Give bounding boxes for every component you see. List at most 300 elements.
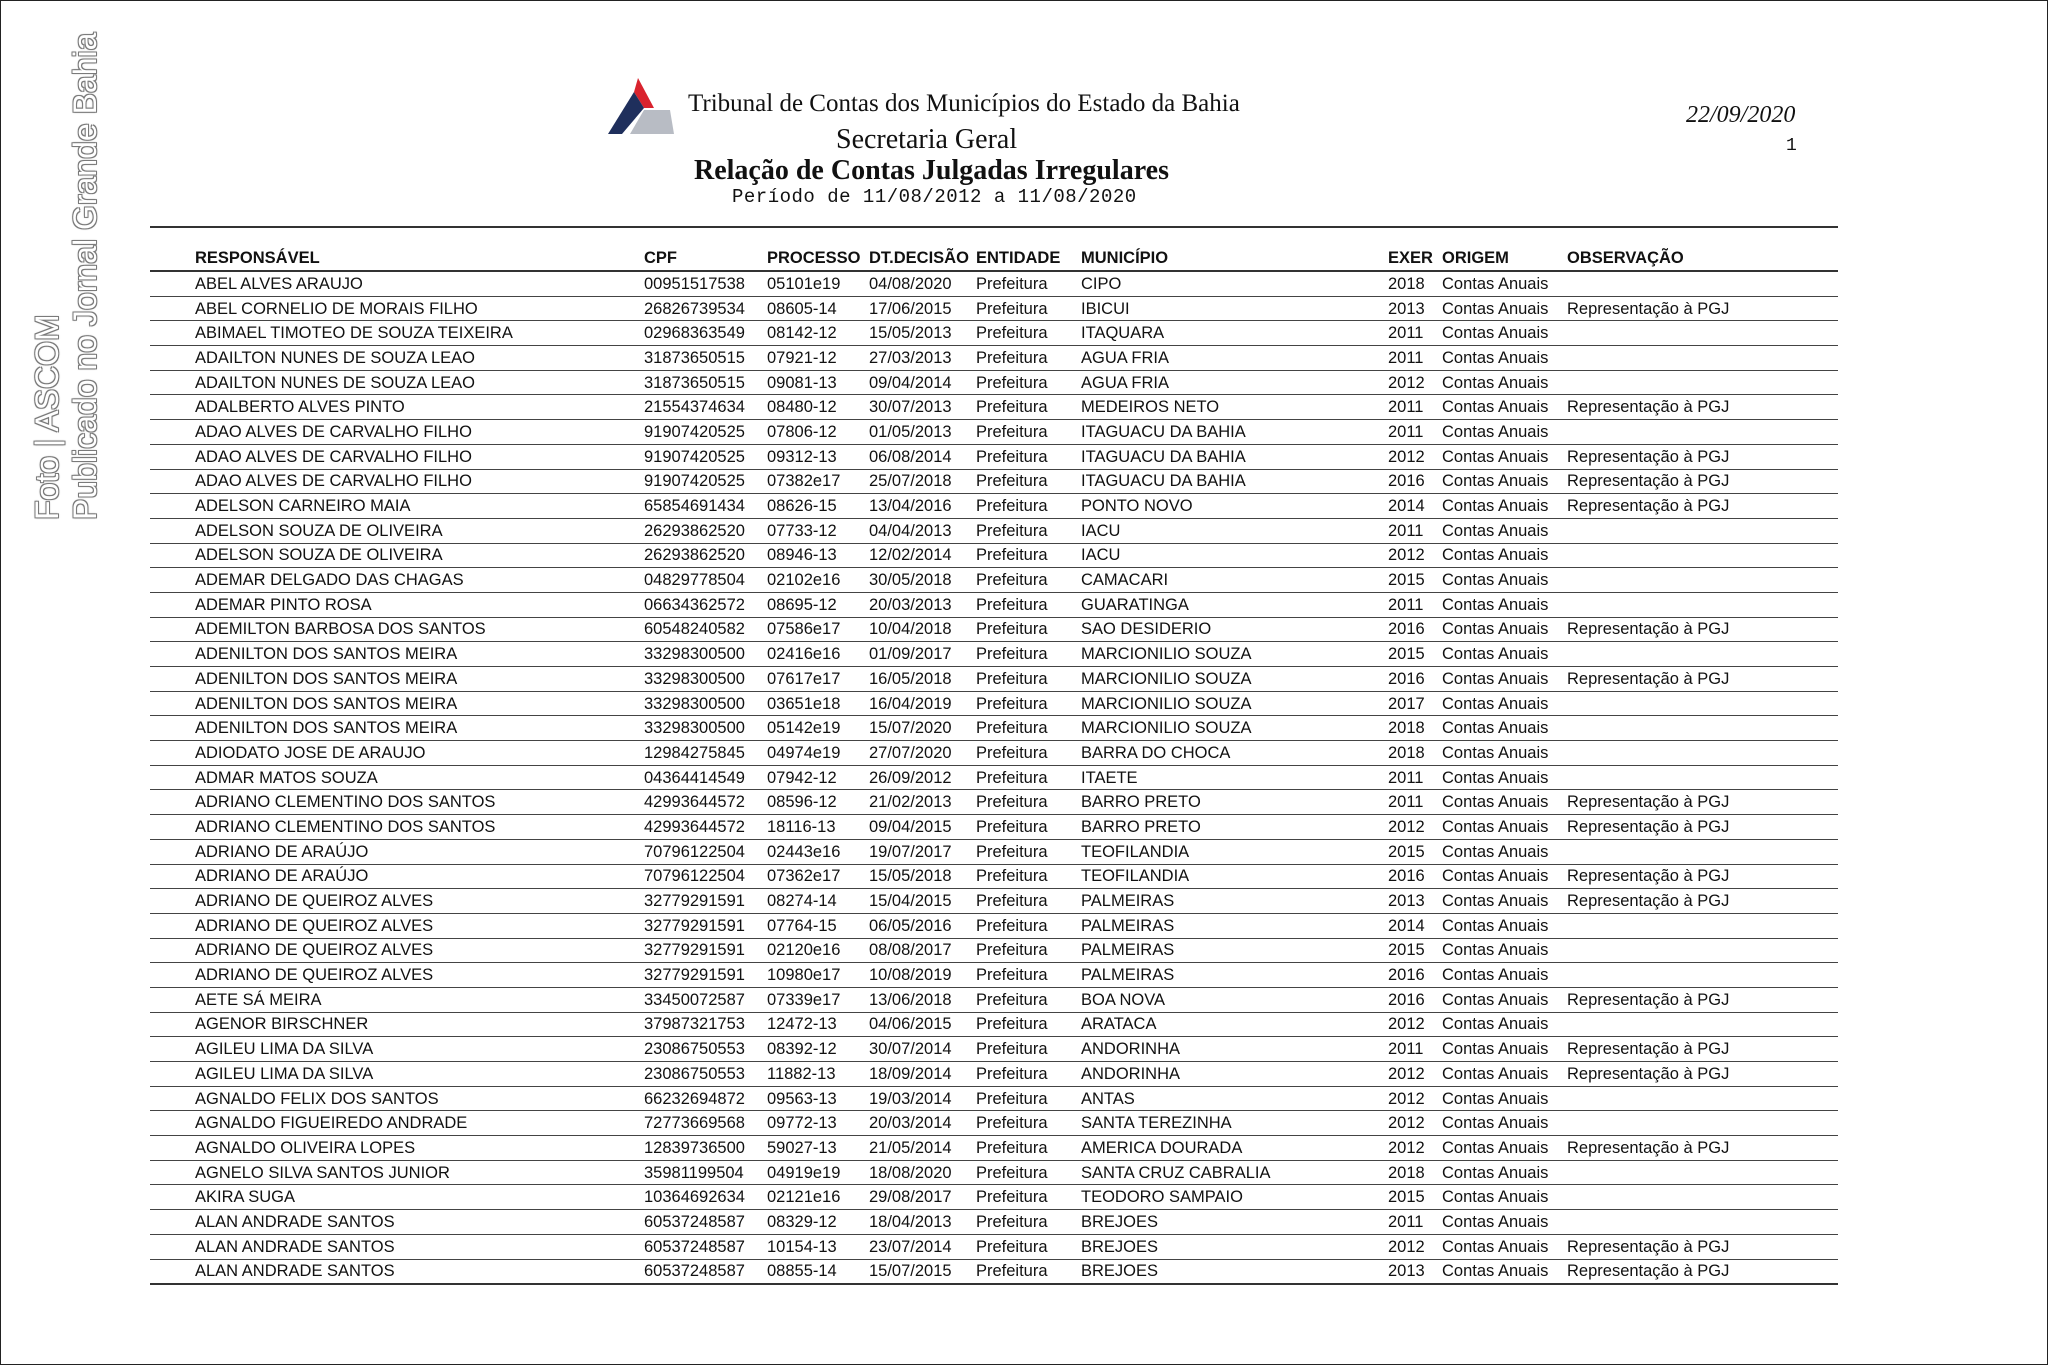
exer-cell: 2012 <box>1388 1136 1442 1161</box>
origem-cell: Contas Anuais <box>1442 1160 1567 1185</box>
municipio-cell: BARRO PRETO <box>1081 790 1388 815</box>
entidade-cell: Prefeitura <box>976 346 1081 371</box>
cpf-cell: 72773669568 <box>644 1111 767 1136</box>
municipio-cell: BREJOES <box>1081 1210 1388 1235</box>
entidade-cell: Prefeitura <box>976 592 1081 617</box>
exer-cell: 2012 <box>1388 1062 1442 1087</box>
dt-decisao-cell: 30/07/2013 <box>869 395 976 420</box>
processo-cell: 08480-12 <box>767 395 869 420</box>
origem-cell: Contas Anuais <box>1442 1037 1567 1062</box>
origem-cell: Contas Anuais <box>1442 592 1567 617</box>
column-header-entidade: ENTIDADE <box>976 246 1081 271</box>
cpf-cell: 32779291591 <box>644 913 767 938</box>
responsavel-cell: ADRIANO DE ARAÚJO <box>150 839 644 864</box>
origem-cell: Contas Anuais <box>1442 518 1567 543</box>
observacao-cell: Representação à PGJ <box>1567 395 1838 420</box>
dt-decisao-cell: 17/06/2015 <box>869 296 976 321</box>
exer-cell: 2018 <box>1388 271 1442 296</box>
dt-decisao-cell: 04/06/2015 <box>869 1012 976 1037</box>
origem-cell: Contas Anuais <box>1442 864 1567 889</box>
column-header-processo: PROCESSO <box>767 246 869 271</box>
exer-cell: 2011 <box>1388 790 1442 815</box>
observacao-cell: Representação à PGJ <box>1567 1037 1838 1062</box>
exer-cell: 2011 <box>1388 765 1442 790</box>
dt-decisao-cell: 10/04/2018 <box>869 617 976 642</box>
observacao-cell <box>1567 716 1838 741</box>
origem-cell: Contas Anuais <box>1442 765 1567 790</box>
responsavel-cell: ALAN ANDRADE SANTOS <box>150 1259 644 1284</box>
observacao-cell <box>1567 691 1838 716</box>
origem-cell: Contas Anuais <box>1442 296 1567 321</box>
responsavel-cell: ADAO ALVES DE CARVALHO FILHO <box>150 420 644 445</box>
responsavel-cell: ALAN ANDRADE SANTOS <box>150 1210 644 1235</box>
dt-decisao-cell: 04/04/2013 <box>869 518 976 543</box>
exer-cell: 2013 <box>1388 296 1442 321</box>
responsavel-cell: AGNALDO FELIX DOS SANTOS <box>150 1086 644 1111</box>
table-row <box>150 271 1838 296</box>
observacao-cell <box>1567 963 1838 988</box>
dt-decisao-cell: 21/05/2014 <box>869 1136 976 1161</box>
origem-cell: Contas Anuais <box>1442 1086 1567 1111</box>
municipio-cell: TEODORO SAMPAIO <box>1081 1185 1388 1210</box>
processo-cell: 07586e17 <box>767 617 869 642</box>
column-header-origem: ORIGEM <box>1442 246 1567 271</box>
observacao-cell: Representação à PGJ <box>1567 667 1838 692</box>
observacao-cell: Representação à PGJ <box>1567 469 1838 494</box>
entidade-cell: Prefeitura <box>976 1012 1081 1037</box>
column-header-municipio: MUNICÍPIO <box>1081 246 1388 271</box>
exer-cell: 2016 <box>1388 617 1442 642</box>
exer-cell: 2012 <box>1388 1111 1442 1136</box>
dt-decisao-cell: 20/03/2013 <box>869 592 976 617</box>
municipio-cell: PALMEIRAS <box>1081 938 1388 963</box>
observacao-cell <box>1567 346 1838 371</box>
exer-cell: 2015 <box>1388 839 1442 864</box>
dt-decisao-cell: 09/04/2015 <box>869 815 976 840</box>
observacao-cell <box>1567 370 1838 395</box>
processo-cell: 08626-15 <box>767 494 869 519</box>
observacao-cell: Representação à PGJ <box>1567 444 1838 469</box>
responsavel-cell: ABIMAEL TIMOTEO DE SOUZA TEIXEIRA <box>150 321 644 346</box>
column-header-cpf: CPF <box>644 246 767 271</box>
exer-cell: 2011 <box>1388 321 1442 346</box>
dt-decisao-cell: 01/09/2017 <box>869 642 976 667</box>
cpf-cell: 26293862520 <box>644 518 767 543</box>
cpf-cell: 32779291591 <box>644 938 767 963</box>
municipio-cell: AMERICA DOURADA <box>1081 1136 1388 1161</box>
observacao-cell <box>1567 642 1838 667</box>
processo-cell: 08142-12 <box>767 321 869 346</box>
table-row <box>150 1037 1838 1062</box>
responsavel-cell: ADMAR MATOS SOUZA <box>150 765 644 790</box>
cpf-cell: 33450072587 <box>644 987 767 1012</box>
table-row <box>150 568 1838 593</box>
processo-cell: 02121e16 <box>767 1185 869 1210</box>
observacao-cell: Representação à PGJ <box>1567 1259 1838 1284</box>
table-header-row <box>150 246 1838 271</box>
entidade-cell: Prefeitura <box>976 543 1081 568</box>
table-row <box>150 716 1838 741</box>
entidade-cell: Prefeitura <box>976 296 1081 321</box>
entidade-cell: Prefeitura <box>976 1111 1081 1136</box>
dt-decisao-cell: 21/02/2013 <box>869 790 976 815</box>
processo-cell: 12472-13 <box>767 1012 869 1037</box>
processo-cell: 09312-13 <box>767 444 869 469</box>
table-row <box>150 839 1838 864</box>
cpf-cell: 32779291591 <box>644 889 767 914</box>
origem-cell: Contas Anuais <box>1442 691 1567 716</box>
entidade-cell: Prefeitura <box>976 938 1081 963</box>
responsavel-cell: ADAILTON NUNES DE SOUZA LEAO <box>150 346 644 371</box>
cpf-cell: 26293862520 <box>644 543 767 568</box>
responsavel-cell: AETE SÁ MEIRA <box>150 987 644 1012</box>
exer-cell: 2012 <box>1388 1012 1442 1037</box>
entidade-cell: Prefeitura <box>976 889 1081 914</box>
exer-cell: 2011 <box>1388 346 1442 371</box>
responsavel-cell: ALAN ANDRADE SANTOS <box>150 1234 644 1259</box>
municipio-cell: MARCIONILIO SOUZA <box>1081 642 1388 667</box>
processo-cell: 07806-12 <box>767 420 869 445</box>
responsavel-cell: ADRIANO DE QUEIROZ ALVES <box>150 889 644 914</box>
municipio-cell: BREJOES <box>1081 1234 1388 1259</box>
column-header-dt-decisao: DT.DECISÃO <box>869 246 976 271</box>
exer-cell: 2013 <box>1388 1259 1442 1284</box>
municipio-cell: CIPO <box>1081 271 1388 296</box>
responsavel-cell: ADAO ALVES DE CARVALHO FILHO <box>150 444 644 469</box>
dt-decisao-cell: 06/05/2016 <box>869 913 976 938</box>
dt-decisao-cell: 09/04/2014 <box>869 370 976 395</box>
cpf-cell: 21554374634 <box>644 395 767 420</box>
municipio-cell: BARRA DO CHOCA <box>1081 741 1388 766</box>
entidade-cell: Prefeitura <box>976 691 1081 716</box>
processo-cell: 59027-13 <box>767 1136 869 1161</box>
table-row <box>150 543 1838 568</box>
responsavel-cell: ADRIANO DE QUEIROZ ALVES <box>150 963 644 988</box>
cpf-cell: 70796122504 <box>644 839 767 864</box>
processo-cell: 07617e17 <box>767 667 869 692</box>
processo-cell: 08605-14 <box>767 296 869 321</box>
exer-cell: 2015 <box>1388 1185 1442 1210</box>
column-header-responsavel: RESPONSÁVEL <box>150 246 644 271</box>
page-number: 1 <box>1786 136 1797 156</box>
entidade-cell: Prefeitura <box>976 642 1081 667</box>
exer-cell: 2015 <box>1388 938 1442 963</box>
observacao-cell <box>1567 1111 1838 1136</box>
origem-cell: Contas Anuais <box>1442 1210 1567 1235</box>
cpf-cell: 42993644572 <box>644 790 767 815</box>
responsavel-cell: ADENILTON DOS SANTOS MEIRA <box>150 716 644 741</box>
responsavel-cell: ADENILTON DOS SANTOS MEIRA <box>150 667 644 692</box>
table-row <box>150 642 1838 667</box>
table-row <box>150 1259 1838 1284</box>
table-row <box>150 370 1838 395</box>
exer-cell: 2011 <box>1388 395 1442 420</box>
exer-cell: 2011 <box>1388 1210 1442 1235</box>
observacao-cell <box>1567 568 1838 593</box>
dt-decisao-cell: 08/08/2017 <box>869 938 976 963</box>
responsavel-cell: AGNELO SILVA SANTOS JUNIOR <box>150 1160 644 1185</box>
municipio-cell: BREJOES <box>1081 1259 1388 1284</box>
origem-cell: Contas Anuais <box>1442 815 1567 840</box>
dt-decisao-cell: 15/04/2015 <box>869 889 976 914</box>
dt-decisao-cell: 15/05/2013 <box>869 321 976 346</box>
origem-cell: Contas Anuais <box>1442 1062 1567 1087</box>
entidade-cell: Prefeitura <box>976 1234 1081 1259</box>
processo-cell: 02102e16 <box>767 568 869 593</box>
processo-cell: 05142e19 <box>767 716 869 741</box>
origem-cell: Contas Anuais <box>1442 420 1567 445</box>
dt-decisao-cell: 06/08/2014 <box>869 444 976 469</box>
entidade-cell: Prefeitura <box>976 716 1081 741</box>
dt-decisao-cell: 12/02/2014 <box>869 543 976 568</box>
origem-cell: Contas Anuais <box>1442 938 1567 963</box>
table-row <box>150 889 1838 914</box>
municipio-cell: SAO DESIDERIO <box>1081 617 1388 642</box>
municipio-cell: ITAETE <box>1081 765 1388 790</box>
entidade-cell: Prefeitura <box>976 370 1081 395</box>
exer-cell: 2017 <box>1388 691 1442 716</box>
municipio-cell: SANTA TEREZINHA <box>1081 1111 1388 1136</box>
origem-cell: Contas Anuais <box>1442 667 1567 692</box>
entidade-cell: Prefeitura <box>976 741 1081 766</box>
observacao-cell <box>1567 543 1838 568</box>
table-row <box>150 395 1838 420</box>
cpf-cell: 60537248587 <box>644 1259 767 1284</box>
table-row <box>150 815 1838 840</box>
cpf-cell: 02968363549 <box>644 321 767 346</box>
exer-cell: 2014 <box>1388 494 1442 519</box>
accounts-table-container <box>150 246 1838 1285</box>
entidade-cell: Prefeitura <box>976 420 1081 445</box>
dt-decisao-cell: 18/04/2013 <box>869 1210 976 1235</box>
processo-cell: 08329-12 <box>767 1210 869 1235</box>
responsavel-cell: ADEMILTON BARBOSA DOS SANTOS <box>150 617 644 642</box>
dt-decisao-cell: 27/03/2013 <box>869 346 976 371</box>
dt-decisao-cell: 30/07/2014 <box>869 1037 976 1062</box>
table-row <box>150 790 1838 815</box>
report-date: 22/09/2020 <box>1686 102 1796 128</box>
entidade-cell: Prefeitura <box>976 1160 1081 1185</box>
observacao-cell: Representação à PGJ <box>1567 1062 1838 1087</box>
exer-cell: 2011 <box>1388 518 1442 543</box>
origem-cell: Contas Anuais <box>1442 346 1567 371</box>
municipio-cell: ITAQUARA <box>1081 321 1388 346</box>
origem-cell: Contas Anuais <box>1442 1111 1567 1136</box>
table-row <box>150 494 1838 519</box>
responsavel-cell: AKIRA SUGA <box>150 1185 644 1210</box>
municipio-cell: AGUA FRIA <box>1081 370 1388 395</box>
exer-cell: 2012 <box>1388 1086 1442 1111</box>
origem-cell: Contas Anuais <box>1442 642 1567 667</box>
dt-decisao-cell: 25/07/2018 <box>869 469 976 494</box>
cpf-cell: 42993644572 <box>644 815 767 840</box>
cpf-cell: 04829778504 <box>644 568 767 593</box>
municipio-cell: TEOFILANDIA <box>1081 864 1388 889</box>
processo-cell: 11882-13 <box>767 1062 869 1087</box>
dt-decisao-cell: 18/08/2020 <box>869 1160 976 1185</box>
municipio-cell: MEDEIROS NETO <box>1081 395 1388 420</box>
responsavel-cell: AGILEU LIMA DA SILVA <box>150 1037 644 1062</box>
responsavel-cell: AGNALDO OLIVEIRA LOPES <box>150 1136 644 1161</box>
dt-decisao-cell: 29/08/2017 <box>869 1185 976 1210</box>
dt-decisao-cell: 13/04/2016 <box>869 494 976 519</box>
cpf-cell: 66232694872 <box>644 1086 767 1111</box>
municipio-cell: MARCIONILIO SOUZA <box>1081 667 1388 692</box>
table-row <box>150 296 1838 321</box>
municipio-cell: ANDORINHA <box>1081 1062 1388 1087</box>
processo-cell: 09081-13 <box>767 370 869 395</box>
table-row <box>150 1062 1838 1087</box>
cpf-cell: 04364414549 <box>644 765 767 790</box>
observacao-cell: Representação à PGJ <box>1567 617 1838 642</box>
cpf-cell: 32779291591 <box>644 963 767 988</box>
exer-cell: 2016 <box>1388 963 1442 988</box>
dt-decisao-cell: 15/07/2020 <box>869 716 976 741</box>
cpf-cell: 00951517538 <box>644 271 767 296</box>
table-row <box>150 469 1838 494</box>
origem-cell: Contas Anuais <box>1442 543 1567 568</box>
responsavel-cell: ADRIANO DE QUEIROZ ALVES <box>150 938 644 963</box>
origem-cell: Contas Anuais <box>1442 370 1567 395</box>
table-row <box>150 691 1838 716</box>
exer-cell: 2015 <box>1388 642 1442 667</box>
table-body <box>150 271 1838 1284</box>
exer-cell: 2014 <box>1388 913 1442 938</box>
observacao-cell <box>1567 271 1838 296</box>
exer-cell: 2012 <box>1388 370 1442 395</box>
observacao-cell: Representação à PGJ <box>1567 864 1838 889</box>
responsavel-cell: ADRIANO DE QUEIROZ ALVES <box>150 913 644 938</box>
exer-cell: 2013 <box>1388 889 1442 914</box>
dt-decisao-cell: 15/07/2015 <box>869 1259 976 1284</box>
responsavel-cell: ADELSON SOUZA DE OLIVEIRA <box>150 518 644 543</box>
processo-cell: 18116-13 <box>767 815 869 840</box>
tcm-bahia-logo-icon <box>604 76 674 138</box>
dt-decisao-cell: 26/09/2012 <box>869 765 976 790</box>
table-row <box>150 1160 1838 1185</box>
table-row <box>150 1210 1838 1235</box>
observacao-cell <box>1567 1210 1838 1235</box>
cpf-cell: 23086750553 <box>644 1062 767 1087</box>
table-row <box>150 913 1838 938</box>
cpf-cell: 60548240582 <box>644 617 767 642</box>
processo-cell: 07733-12 <box>767 518 869 543</box>
processo-cell: 02443e16 <box>767 839 869 864</box>
processo-cell: 10154-13 <box>767 1234 869 1259</box>
responsavel-cell: ADAO ALVES DE CARVALHO FILHO <box>150 469 644 494</box>
municipio-cell: ARATACA <box>1081 1012 1388 1037</box>
processo-cell: 07362e17 <box>767 864 869 889</box>
processo-cell: 07339e17 <box>767 987 869 1012</box>
table-row <box>150 1136 1838 1161</box>
cpf-cell: 06634362572 <box>644 592 767 617</box>
origem-cell: Contas Anuais <box>1442 741 1567 766</box>
table-row <box>150 617 1838 642</box>
cpf-cell: 33298300500 <box>644 642 767 667</box>
dt-decisao-cell: 27/07/2020 <box>869 741 976 766</box>
entidade-cell: Prefeitura <box>976 864 1081 889</box>
cpf-cell: 23086750553 <box>644 1037 767 1062</box>
entidade-cell: Prefeitura <box>976 444 1081 469</box>
dt-decisao-cell: 30/05/2018 <box>869 568 976 593</box>
municipio-cell: PALMEIRAS <box>1081 889 1388 914</box>
municipio-cell: PONTO NOVO <box>1081 494 1388 519</box>
observacao-cell <box>1567 321 1838 346</box>
responsavel-cell: ADEMAR DELGADO DAS CHAGAS <box>150 568 644 593</box>
cpf-cell: 12839736500 <box>644 1136 767 1161</box>
origem-cell: Contas Anuais <box>1442 617 1567 642</box>
exer-cell: 2018 <box>1388 716 1442 741</box>
origem-cell: Contas Anuais <box>1442 1012 1567 1037</box>
department-name: Secretaria Geral <box>836 124 1018 155</box>
exer-cell: 2016 <box>1388 864 1442 889</box>
responsavel-cell: ABEL ALVES ARAUJO <box>150 271 644 296</box>
irregular-accounts-table <box>150 246 1838 1285</box>
processo-cell: 05101e19 <box>767 271 869 296</box>
origem-cell: Contas Anuais <box>1442 889 1567 914</box>
processo-cell: 10980e17 <box>767 963 869 988</box>
entidade-cell: Prefeitura <box>976 1086 1081 1111</box>
cpf-cell: 33298300500 <box>644 691 767 716</box>
observacao-cell <box>1567 1012 1838 1037</box>
municipio-cell: TEOFILANDIA <box>1081 839 1388 864</box>
observacao-cell <box>1567 741 1838 766</box>
organization-name: Tribunal de Contas dos Municípios do Estado da Bahia <box>688 90 1240 117</box>
responsavel-cell: ADEMAR PINTO ROSA <box>150 592 644 617</box>
cpf-cell: 91907420525 <box>644 420 767 445</box>
dt-decisao-cell: 13/06/2018 <box>869 987 976 1012</box>
cpf-cell: 70796122504 <box>644 864 767 889</box>
entidade-cell: Prefeitura <box>976 1259 1081 1284</box>
report-period: Período de 11/08/2012 a 11/08/2020 <box>732 186 1137 208</box>
entidade-cell: Prefeitura <box>976 617 1081 642</box>
entidade-cell: Prefeitura <box>976 518 1081 543</box>
header-divider <box>150 226 1838 228</box>
origem-cell: Contas Anuais <box>1442 1234 1567 1259</box>
processo-cell: 08392-12 <box>767 1037 869 1062</box>
dt-decisao-cell: 23/07/2014 <box>869 1234 976 1259</box>
origem-cell: Contas Anuais <box>1442 839 1567 864</box>
cpf-cell: 33298300500 <box>644 716 767 741</box>
observacao-cell <box>1567 420 1838 445</box>
observacao-cell <box>1567 1086 1838 1111</box>
origem-cell: Contas Anuais <box>1442 568 1567 593</box>
cpf-cell: 33298300500 <box>644 667 767 692</box>
processo-cell: 09563-13 <box>767 1086 869 1111</box>
observacao-cell <box>1567 839 1838 864</box>
dt-decisao-cell: 04/08/2020 <box>869 271 976 296</box>
origem-cell: Contas Anuais <box>1442 321 1567 346</box>
cpf-cell: 10364692634 <box>644 1185 767 1210</box>
entidade-cell: Prefeitura <box>976 321 1081 346</box>
observacao-cell: Representação à PGJ <box>1567 815 1838 840</box>
origem-cell: Contas Anuais <box>1442 494 1567 519</box>
table-row <box>150 1185 1838 1210</box>
table-row <box>150 938 1838 963</box>
exer-cell: 2011 <box>1388 592 1442 617</box>
origem-cell: Contas Anuais <box>1442 469 1567 494</box>
cpf-cell: 31873650515 <box>644 346 767 371</box>
cpf-cell: 37987321753 <box>644 1012 767 1037</box>
table-row <box>150 346 1838 371</box>
responsavel-cell: AGNALDO FIGUEIREDO ANDRADE <box>150 1111 644 1136</box>
exer-cell: 2012 <box>1388 1234 1442 1259</box>
processo-cell: 08946-13 <box>767 543 869 568</box>
entidade-cell: Prefeitura <box>976 839 1081 864</box>
dt-decisao-cell: 10/08/2019 <box>869 963 976 988</box>
column-header-exer: EXER <box>1388 246 1442 271</box>
responsavel-cell: ADENILTON DOS SANTOS MEIRA <box>150 691 644 716</box>
